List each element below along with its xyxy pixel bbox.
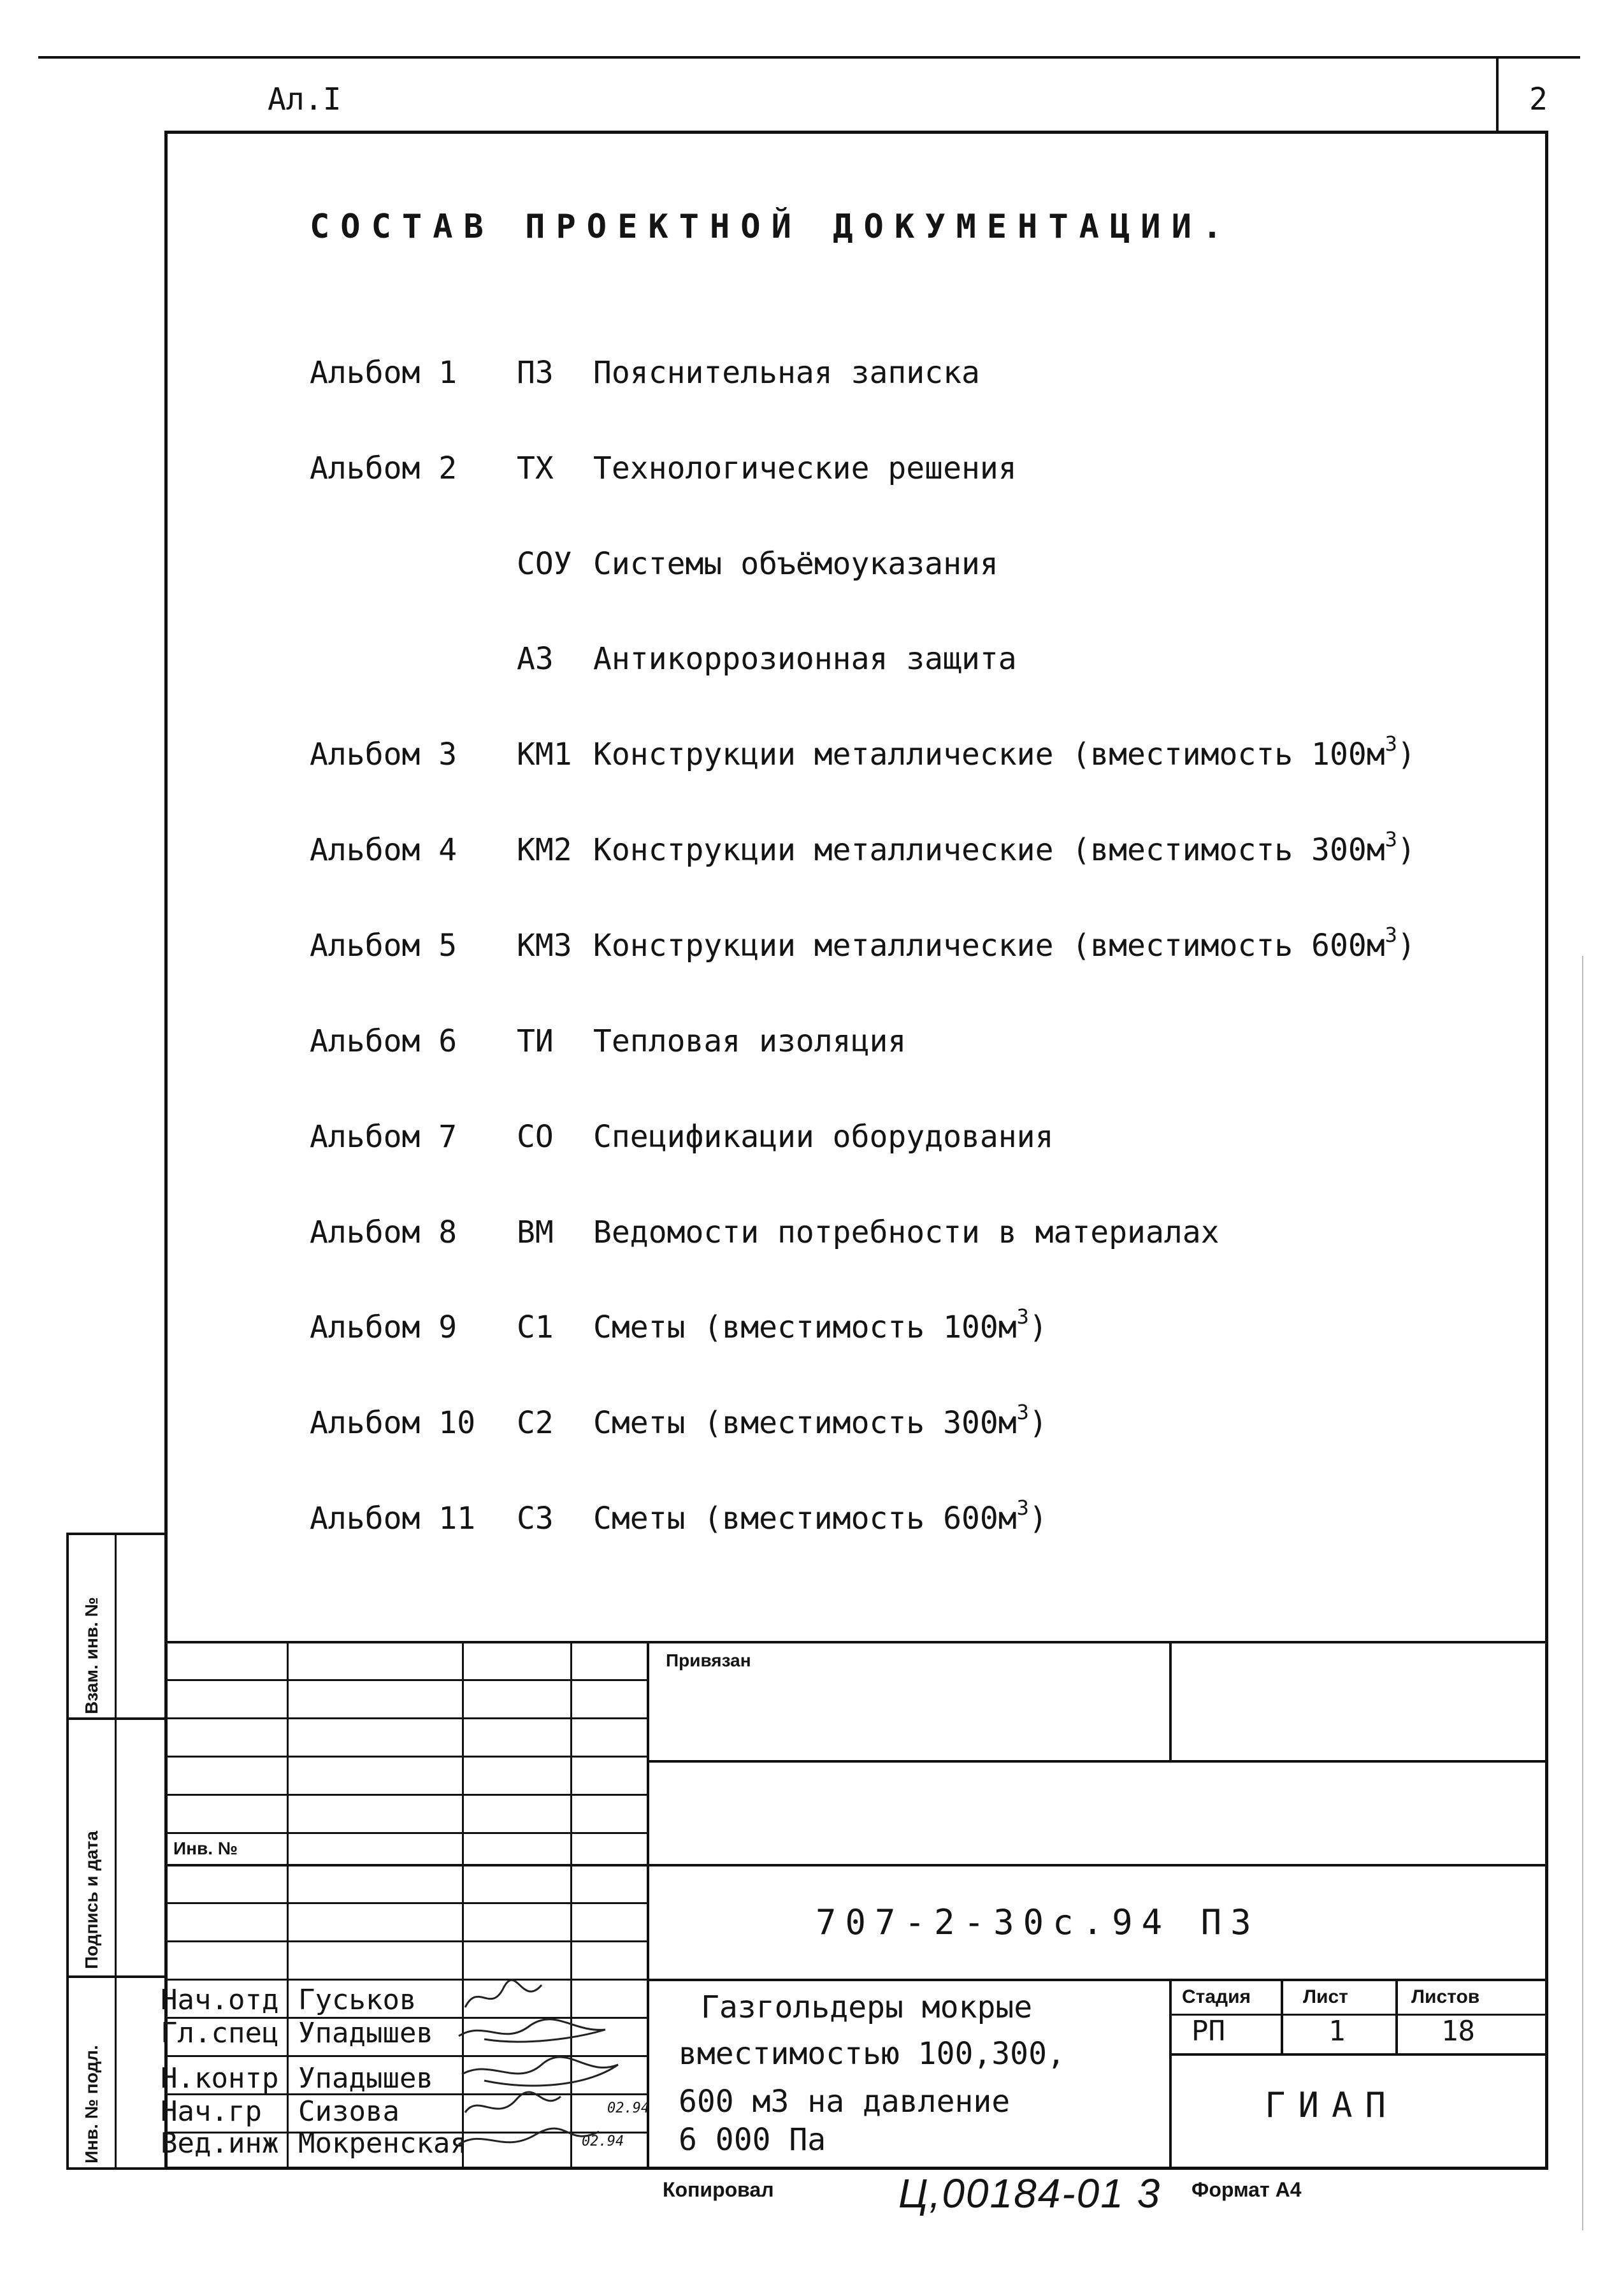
archive-number: Ц,00184-01 3 (898, 2170, 1162, 2216)
side-stamp-top (66, 1533, 166, 1535)
description-text: Конструкции металлические (вместимость 300м (593, 832, 1385, 868)
section-code: ТХ (517, 451, 554, 486)
sign-date: 02.94 (607, 2100, 650, 2116)
closing-paren: ) (1028, 1501, 1047, 1536)
section-description: Ведомости потребности в материалах (593, 1215, 1220, 1250)
inv-no-label: Инв. № (173, 1838, 238, 1858)
section-description (593, 1304, 1047, 1345)
page-number: 2 (1529, 82, 1548, 117)
album-number: Альбом 5 (310, 928, 457, 964)
kopiroval-label: Копировал (663, 2178, 774, 2201)
grid-row (164, 1756, 649, 1758)
grid-row (164, 1902, 649, 1904)
person-name: Упадышев (298, 2062, 433, 2095)
person-name: Сизова (298, 2095, 399, 2128)
closing-paren: ) (1397, 737, 1416, 772)
album-number: Альбом 1 (310, 355, 457, 391)
superscript: 3 (1016, 1496, 1029, 1520)
description-text: Конструкции металлические (вместимость 100м (593, 737, 1385, 772)
title-block-top (164, 1641, 1548, 1643)
page-number-divider (1496, 56, 1499, 131)
format-label: Формат А4 (1191, 2178, 1302, 2201)
right-margin-mark (1582, 956, 1583, 2230)
stage-block-left (1169, 1979, 1172, 2170)
section-description (593, 1496, 1047, 1536)
album-number: Альбом 2 (310, 451, 457, 486)
stage-header-bottom (1169, 2014, 1548, 2016)
section-description: Спецификации оборудования (593, 1119, 1054, 1155)
album-number: Альбом 9 (310, 1310, 457, 1345)
section-code: СО (517, 1119, 554, 1155)
person-name: Упадышев (298, 2017, 433, 2049)
role-label: Нач.гр (161, 2095, 262, 2128)
person-name: Гуськов (298, 1984, 417, 2016)
section-code: С1 (517, 1310, 554, 1345)
superscript: 3 (1385, 923, 1397, 947)
section-description (593, 827, 1416, 868)
section-description: Антикоррозионная защита (593, 641, 1017, 677)
section-code: СОУ (517, 546, 572, 582)
role-label: Гл.спец (161, 2017, 279, 2049)
superscript: 3 (1385, 827, 1397, 851)
album-number: Альбом 6 (310, 1023, 457, 1059)
album-number: Альбом 7 (310, 1119, 457, 1155)
description-text: Сметы (вместимость 300м (593, 1405, 1017, 1441)
vzam-inv-label: Взам. инв. № (82, 1597, 101, 1714)
closing-paren: ) (1397, 928, 1416, 964)
side-stamp-divider (115, 1533, 117, 2170)
sheets-value: 18 (1441, 2015, 1475, 2047)
stage-values-bottom (1169, 2053, 1548, 2056)
side-stamp-left-edge (66, 1533, 69, 2170)
side-stamp-sep-2 (66, 1975, 166, 1978)
superscript: 3 (1385, 732, 1397, 756)
album-number: Альбом 8 (310, 1215, 457, 1250)
side-stamp-sep-1 (66, 1717, 166, 1720)
description-text: Конструкции металлические (вместимость 600м (593, 928, 1385, 964)
sign-date: 02.94 (582, 2134, 624, 2149)
section-code: КМ2 (517, 832, 572, 868)
designation-code: 707-2-30с.94 ПЗ (816, 1902, 1260, 1942)
project-title-line: вместимостью 100,300, (679, 2036, 1065, 2072)
section-description: Технологические решения (593, 451, 1017, 486)
album-label: Ал.I (268, 82, 342, 117)
album-number: Альбом 3 (310, 737, 457, 772)
section-code: АЗ (517, 641, 554, 677)
privyazan-label: Привязан (666, 1650, 751, 1670)
grid-row (164, 1717, 649, 1719)
section-description (593, 1400, 1047, 1441)
description-text: Сметы (вместимость 100м (593, 1310, 1017, 1345)
role-label: Вед.инж (161, 2127, 279, 2160)
podpis-data-label: Подпись и дата (82, 1831, 101, 1969)
signature-scribbles (446, 1975, 663, 2167)
description-text: Сметы (вместимость 600м (593, 1501, 1017, 1536)
grid-row (164, 1679, 649, 1681)
role-label: Нач.отд (161, 1984, 279, 2016)
album-number: Альбом 11 (310, 1501, 476, 1536)
organization-name: ГИАП (1265, 2085, 1399, 2125)
grid-row (164, 1832, 649, 1834)
project-title-line: Газгольдеры мокрые (701, 1989, 1033, 2025)
sheet-value: 1 (1328, 2015, 1346, 2047)
section-code: КМ1 (517, 737, 572, 772)
section-description (593, 923, 1416, 964)
page-title: СОСТАВ ПРОЕКТНОЙ ДОКУМЕНТАЦИИ. (310, 208, 1234, 246)
closing-paren: ) (1397, 832, 1416, 868)
stage-col-2 (1395, 1979, 1398, 2055)
section-description: Пояснительная записка (593, 355, 980, 391)
superscript: 3 (1016, 1304, 1029, 1329)
section-description (593, 732, 1416, 772)
designation-top (647, 1864, 1548, 1866)
grid-row (164, 1940, 649, 1942)
person-name: Мокренская (298, 2127, 467, 2160)
grid-row (164, 1864, 649, 1866)
section-code: ТИ (517, 1023, 554, 1059)
album-number: Альбом 4 (310, 832, 457, 868)
stage-value: РП (1191, 2015, 1225, 2047)
side-stamp-bottom (66, 2167, 166, 2170)
closing-paren: ) (1028, 1310, 1047, 1345)
designation-bottom (647, 1979, 1548, 1981)
section-code: С3 (517, 1501, 554, 1536)
grid-col-1 (287, 1641, 289, 2170)
inv-podl-label: Инв. № подл. (82, 2045, 101, 2163)
privyazan-divider (1169, 1641, 1172, 1762)
closing-paren: ) (1028, 1405, 1047, 1441)
grid-row (164, 1794, 649, 1796)
section-description: Системы объёмоуказания (593, 546, 998, 582)
superscript: 3 (1016, 1400, 1029, 1424)
project-title-line: 6 000 Па (679, 2122, 826, 2158)
project-title-line: 600 м3 на давление (679, 2084, 1011, 2119)
stage-col-1 (1281, 1979, 1283, 2055)
album-number: Альбом 10 (310, 1405, 476, 1441)
privyazan-bottom (647, 1760, 1548, 1763)
top-rule (38, 56, 1580, 59)
section-code: КМ3 (517, 928, 572, 964)
section-code: ПЗ (517, 355, 554, 391)
stage-label: Стадия (1182, 1986, 1251, 2007)
sheet-label: Лист (1303, 1986, 1348, 2007)
section-code: С2 (517, 1405, 554, 1441)
role-label: Н.контр (161, 2062, 279, 2095)
section-description: Тепловая изоляция (593, 1023, 907, 1059)
section-code: ВМ (517, 1215, 554, 1250)
sheets-label: Листов (1411, 1986, 1480, 2007)
